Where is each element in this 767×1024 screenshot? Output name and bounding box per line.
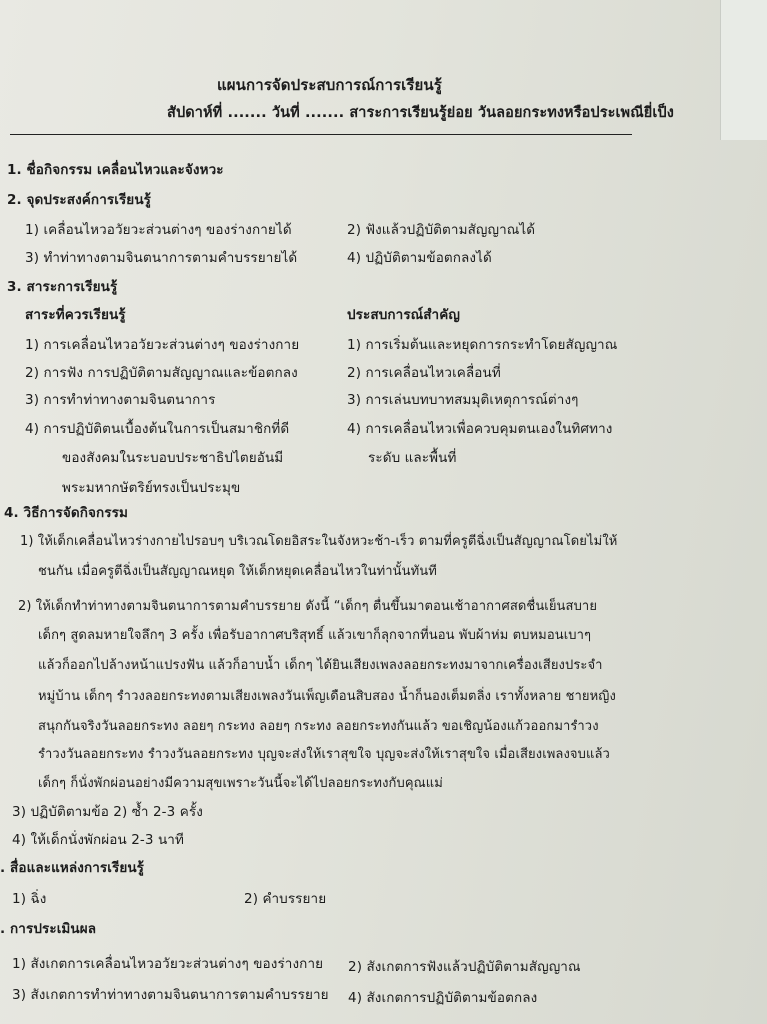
content-right-heading: ประสบการณ์สำคัญ xyxy=(347,307,460,323)
content-left-line: ของสังคมในระบอบประชาธิปไตยอันมี xyxy=(62,450,284,466)
header-divider xyxy=(10,134,632,135)
content-right-line: 4) การเคลื่อนไหวเพื่อควบคุมตนเองในทิศทาง xyxy=(347,421,613,437)
objective-item: 1) เคลื่อนไหวอวัยวะส่วนต่างๆ ของร่างกายได้ xyxy=(25,222,292,238)
procedure-line: รำวงวันลอยกระทง รำวงวันลอยกระทง บุญจะส่งให้เราสุขใจ บุญจะส่งให้เราสุขใจ เมื่อเสียงเพลงจบแล้ว xyxy=(38,747,610,762)
content-left-line: 3) การทำท่าทางตามจินตนาการ xyxy=(25,392,216,408)
procedure-line: หมู่บ้าน เด็กๆ รำวงลอยกระทงตามเสียงเพลงวันเพ็ญเดือนสิบสอง น้ำก็นองเต็มตลิ่ง เราทั้งหลาย ชายหญิง xyxy=(38,689,616,704)
content-right-line: ระดับ และพื้นที่ xyxy=(368,450,457,466)
procedure-line: เด็กๆ สูดลมหายใจลึกๆ 3 ครั้ง เพื่อรับอากาศบริสุทธิ์ แล้วเขาก็ลุกจากที่นอน พับผ้าห่ม ตบหมอนเบาๆ xyxy=(38,628,592,643)
procedure-line: 1) ให้เด็กเคลื่อนไหวร่างกายไปรอบๆ บริเวณโดยอิสระในจังหวะช้า-เร็ว ตามที่ครูตีฉิ่งเป็นสัญญาณโดยไม่ให้ xyxy=(20,534,618,549)
assessment-item: 4) สังเกตการปฏิบัติตามข้อตกลง xyxy=(348,990,538,1006)
document-subtitle: สัปดาห์ที่ ....... วันที่ ....... สาระการเรียนรู้ย่อย วันลอยกระทงหรือประเพณียี่เป็ง xyxy=(167,105,674,121)
section-5-heading: . สื่อและแหล่งการเรียนรู้ xyxy=(0,860,145,876)
assessment-item: 3) สังเกตการทำท่าทางตามจินตนาการตามคำบรรยาย xyxy=(12,987,329,1003)
objective-item: 3) ทำท่าทางตามจินตนาการตามคำบรรยายได้ xyxy=(25,250,298,266)
assessment-item: 1) สังเกตการเคลื่อนไหวอวัยวะส่วนต่างๆ ของร่างกาย xyxy=(12,956,324,972)
objective-item: 2) ฟังแล้วปฏิบัติตามสัญญาณได้ xyxy=(347,222,536,238)
section-2-heading: 2. จุดประสงค์การเรียนรู้ xyxy=(7,192,151,208)
procedure-line: 2) ให้เด็กทำท่าทางตามจินตนาการตามคำบรรยาย ดังนี้ “เด็กๆ ตื่นขึ้นมาตอนเช้าอากาศสดชื่นเย็นสบาย xyxy=(18,599,598,614)
content-right-line: 3) การเล่นบทบาทสมมุติเหตุการณ์ต่างๆ xyxy=(347,392,579,408)
procedure-line: 3) ปฏิบัติตามข้อ 2) ซ้ำ 2-3 ครั้ง xyxy=(12,804,203,820)
assessment-item: 2) สังเกตการฟังแล้วปฏิบัติตามสัญญาณ xyxy=(348,959,581,975)
content-left-heading: สาระที่ควรเรียนรู้ xyxy=(25,307,126,323)
content-left-line: 1) การเคลื่อนไหวอวัยวะส่วนต่างๆ ของร่างกาย xyxy=(25,337,300,353)
procedure-line: ชนกัน เมื่อครูตีฉิ่งเป็นสัญญาณหยุด ให้เด็กหยุดเคลื่อนไหวในท่านั้นทันที xyxy=(38,564,437,579)
content-left-line: 2) การฟัง การปฏิบัติตามสัญญาณและข้อตกลง xyxy=(25,365,298,381)
section-3-heading: 3. สาระการเรียนรู้ xyxy=(7,279,118,295)
section-6-heading: . การประเมินผล xyxy=(0,921,97,937)
content-right-line: 2) การเคลื่อนไหวเคลื่อนที่ xyxy=(347,365,501,381)
section-4-heading: 4. วิธีการจัดกิจกรรม xyxy=(4,505,128,521)
material-item: 2) คำบรรยาย xyxy=(244,891,327,907)
document-title: แผนการจัดประสบการณ์การเรียนรู้ xyxy=(217,76,442,94)
procedure-line: เด็กๆ ก็นั่งพักผ่อนอย่างมีความสุขเพราะวันนี้จะได้ไปลอยกระทงกับคุณแม่ xyxy=(38,776,443,791)
material-item: 1) ฉิ่ง xyxy=(12,891,47,907)
procedure-line: แล้วก็ออกไปล้างหน้าแปรงฟัน แล้วก็อาบน้ำ เด็กๆ ได้ยินเสียงเพลงลอยกระทงมาจากเครื่องเสียงประจำ xyxy=(38,658,603,673)
page-edge-strip xyxy=(720,0,767,140)
procedure-line: 4) ให้เด็กนั่งพักผ่อน 2-3 นาที xyxy=(12,832,184,848)
content-right-line: 1) การเริ่มต้นและหยุดการกระทำโดยสัญญาณ xyxy=(347,337,618,353)
content-left-line: 4) การปฏิบัติตนเบื้องต้นในการเป็นสมาชิกที่ดี xyxy=(25,421,290,437)
section-1-heading: 1. ชื่อกิจกรรม เคลื่อนไหวและจังหวะ xyxy=(7,162,224,178)
procedure-line: สนุกกันจริงวันลอยกระทง ลอยๆ กระทง ลอยๆ กระทง ลอยกระทงกันแล้ว ขอเชิญน้องแก้วออกมารำวง xyxy=(38,719,599,734)
content-left-line: พระมหากษัตริย์ทรงเป็นประมุข xyxy=(62,480,241,496)
objective-item: 4) ปฏิบัติตามข้อตกลงได้ xyxy=(347,250,492,266)
